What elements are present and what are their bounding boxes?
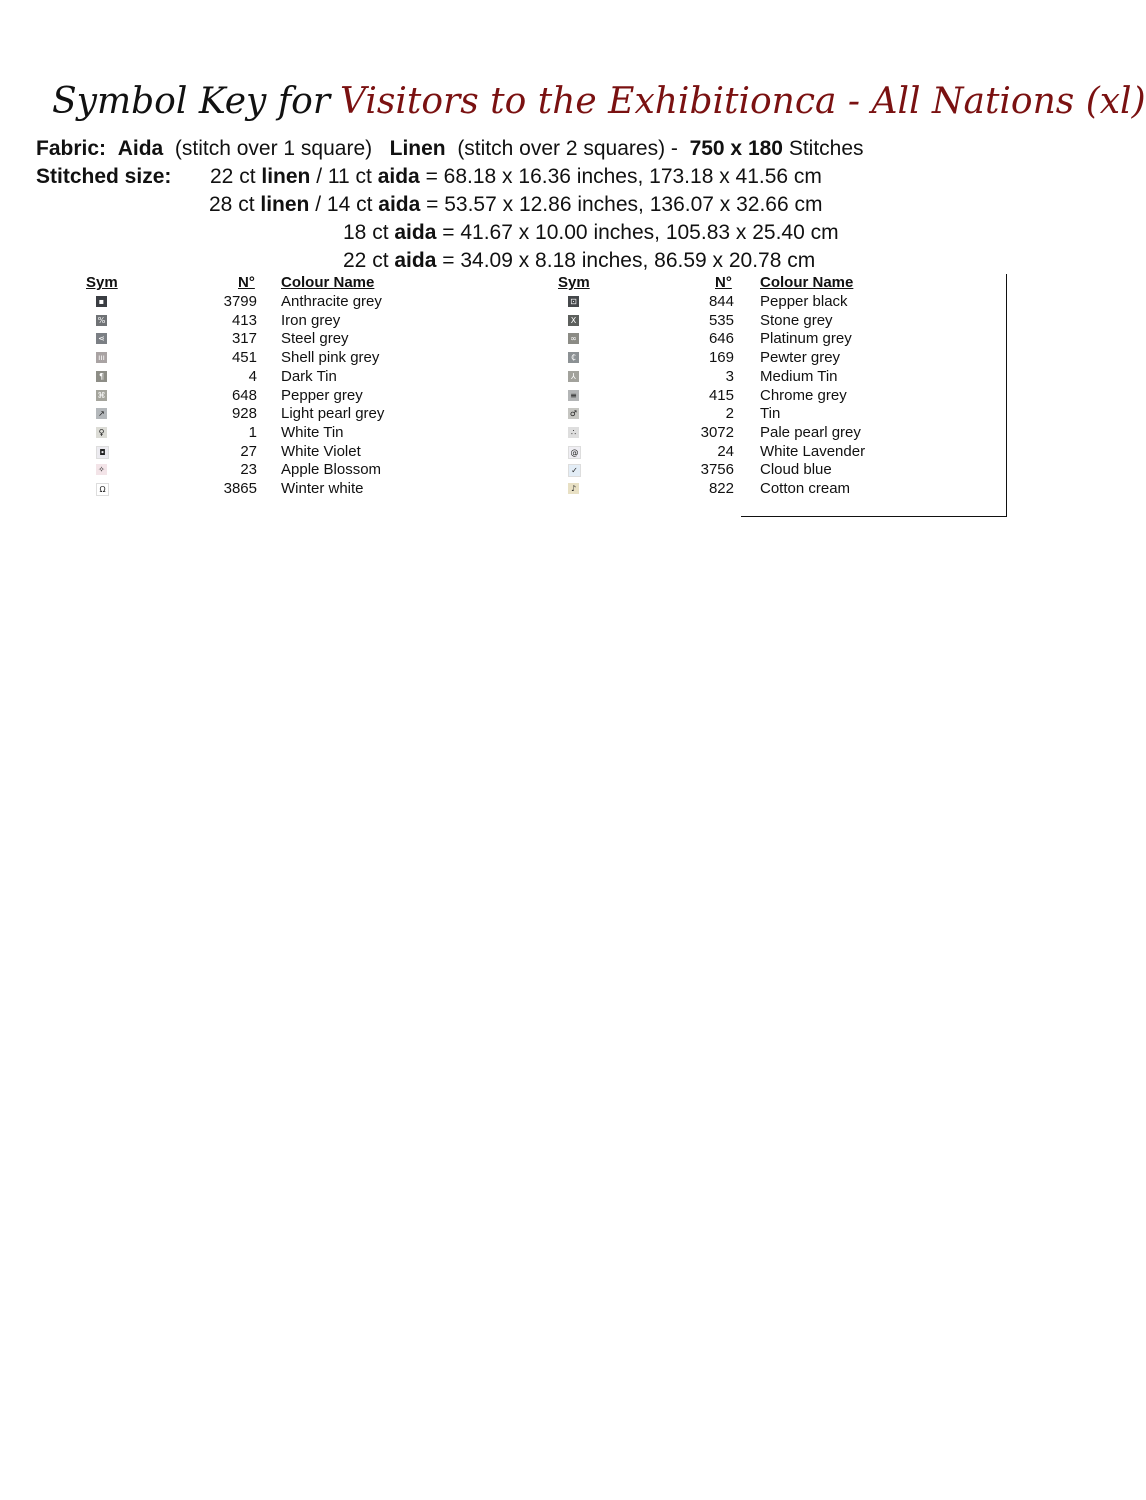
symbol-swatch: ↗ [96, 408, 107, 419]
title-lead: Symbol Key for [52, 81, 331, 122]
border-right [1006, 274, 1007, 517]
size-row: 22 ct aida = 34.09 x 8.18 inches, 86.59 x 20.78 cm [343, 249, 816, 272]
stitched-size-label: Stitched size: [36, 165, 172, 188]
colour-name: Medium Tin [760, 367, 838, 385]
colour-name: Iron grey [281, 311, 341, 329]
thread-number: 451 [231, 349, 257, 367]
key-title [52, 78, 1146, 126]
thread-number: 415 [708, 386, 734, 404]
colour-name: Platinum grey [760, 330, 852, 348]
thread-number: 169 [708, 349, 734, 367]
thread-number: 23 [240, 461, 257, 479]
thread-number: 844 [708, 293, 734, 310]
fabric-linen-note: (stitch over 2 squares) - [457, 137, 678, 160]
symbol-swatch: ⌘ [97, 390, 106, 400]
header-name-left: Colour Name [281, 274, 375, 291]
colour-name: Winter white [281, 480, 364, 497]
size-row: 18 ct aida = 41.67 x 10.00 inches, 105.83 x 25.40 cm [343, 221, 839, 244]
symbol-swatch: X [568, 315, 579, 326]
colour-name: Dark Tin [281, 367, 337, 385]
symbol-swatch: ⊡ [568, 296, 579, 307]
symbol-swatch: ∞ [568, 333, 579, 344]
symbol-swatch: @ [568, 446, 581, 459]
colour-name: Pewter grey [760, 349, 841, 367]
thread-number: 646 [708, 330, 734, 348]
thread-number: 3865 [223, 480, 257, 497]
symbol-swatch: % [97, 315, 106, 325]
colour-name: White Tin [281, 423, 344, 441]
symbol-swatch: ◘ [96, 446, 109, 459]
symbol-swatch: ₵ [568, 352, 579, 363]
colour-name: Cloud blue [760, 461, 832, 479]
stitch-count: 750 x 180 [689, 137, 783, 160]
thread-number: 2 [725, 405, 734, 423]
symbol-swatch: ✧ [96, 464, 107, 475]
symbol-swatch: ♂ [569, 409, 578, 419]
symbol-swatch: ≡ [568, 390, 579, 401]
thread-number: 24 [717, 442, 734, 460]
colour-name: Steel grey [281, 330, 349, 348]
thread-number: 3072 [700, 423, 734, 441]
colour-name: Light pearl grey [281, 405, 385, 423]
colour-name: White Violet [281, 442, 361, 460]
thread-number: 27 [240, 442, 257, 460]
symbol-swatch: ¶ [96, 371, 107, 382]
symbol-swatch: ∴ [568, 427, 579, 438]
colour-name: Chrome grey [760, 386, 847, 404]
thread-number: 3 [725, 367, 734, 385]
fabric-label: Fabric: [36, 137, 107, 160]
size-row: 22 ct linen / 11 ct aida = 68.18 x 16.36 inches, 173.18 x 41.56 cm [210, 165, 822, 188]
size-row: 28 ct linen / 14 ct aida = 53.57 x 12.86 inches, 136.07 x 32.66 cm [209, 193, 823, 216]
symbol-swatch: ▪ [96, 296, 107, 307]
symbol-swatch: ♪ [568, 483, 579, 494]
pattern-name: Visitors to the Exhibitionca - All Nations (xl) [340, 81, 1146, 122]
thread-number: 822 [708, 480, 734, 497]
thread-number: 1 [248, 423, 257, 441]
border-bottom [741, 516, 1007, 517]
thread-number: 413 [231, 311, 257, 329]
fabric-aida: Aida [117, 137, 164, 160]
header-sym-right: Sym [558, 274, 590, 291]
header-num-right: N° [715, 274, 732, 291]
colour-name: Pale pearl grey [760, 423, 861, 441]
colour-name: Shell pink grey [281, 349, 380, 367]
colour-name: Anthracite grey [281, 293, 382, 310]
colour-name: White Lavender [760, 442, 866, 460]
symbol-swatch: ♀ [96, 427, 107, 438]
fabric-line [36, 135, 864, 163]
fabric-linen: Linen [389, 137, 446, 160]
symbol-swatch: ııı [96, 352, 107, 363]
colour-name: Pepper black [760, 293, 848, 310]
thread-number: 4 [248, 367, 257, 385]
colour-name: Tin [760, 405, 781, 423]
header-name-right: Colour Name [760, 274, 854, 291]
colour-name: Pepper grey [281, 386, 363, 404]
thread-number: 3756 [700, 461, 734, 479]
thread-number: 648 [231, 386, 257, 404]
header-sym-left: Sym [86, 274, 118, 291]
header-num-left: N° [238, 274, 255, 291]
fabric-aida-note: (stitch over 1 square) [174, 137, 373, 160]
symbol-swatch: Ω [96, 483, 109, 496]
thread-number: 928 [231, 405, 257, 423]
symbol-swatch: ⅄ [568, 371, 579, 382]
colour-name: Stone grey [760, 311, 833, 329]
colour-name: Cotton cream [760, 480, 851, 497]
thread-number: 317 [231, 330, 257, 348]
thread-number: 535 [708, 311, 734, 329]
thread-number: 3799 [223, 293, 257, 310]
symbol-swatch: ⋖ [96, 333, 107, 344]
symbol-swatch: ✓ [568, 464, 581, 477]
colour-name: Apple Blossom [281, 461, 382, 479]
stitches-word: Stitches [788, 137, 864, 160]
